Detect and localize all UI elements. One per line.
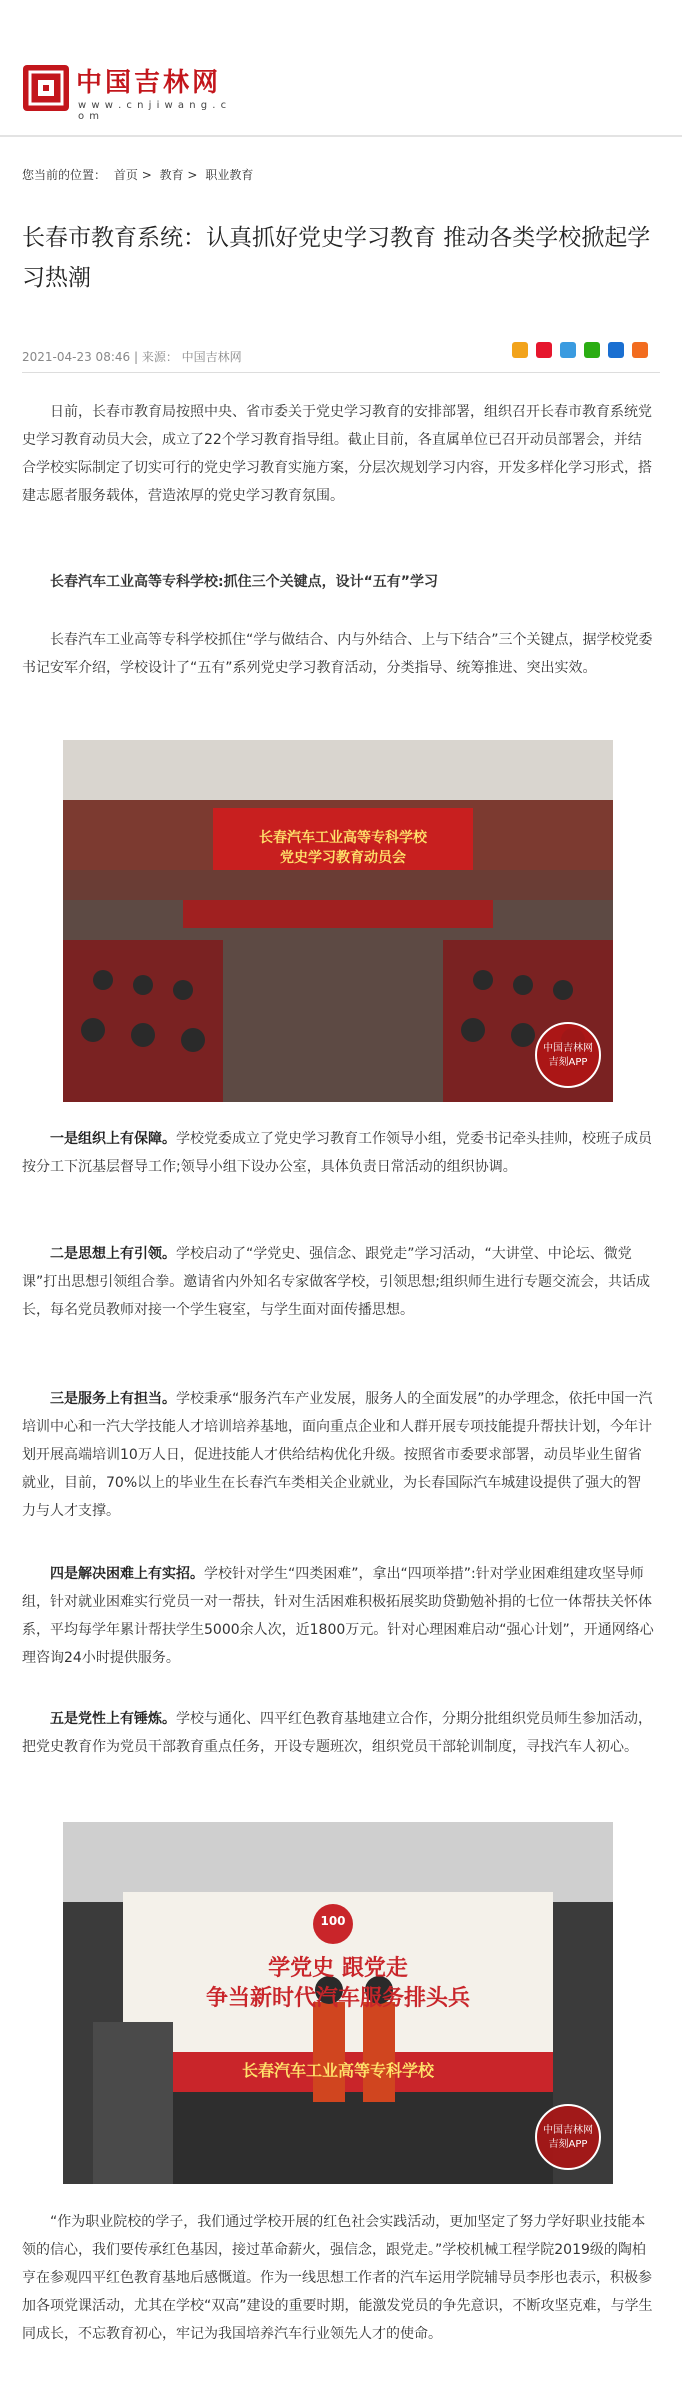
breadcrumb-education[interactable]: 教育	[159, 168, 184, 182]
paragraph-body: 学校针对学生“四类困难”，拿出“四项举措”:针对学业困难组建攻坚导师组，针对就业困难实行党员一对一帮扶，针对生活困难积极拓展奖助贷勤勉补捐的七位一体帮扶关怀体系，平均每学年累计帮扶学生5000余人次，近1800万元。针对心理困难启动“强心计划”，开通网络心理咨询24小时提供服务。	[22, 1566, 654, 1666]
paragraph: 日前，长春市教育局按照中央、省市委关于党史学习教育的安排部署，组织召开长春市教育系统党史学习教育动员大会，成立了22个学习教育指导组。截止目前，各直属单位已召开动员部署会，并结合学校实际制定了切实可行的党史学习教育实施方案，分层次规划学习内容，开发多样化学习形式，搭建志愿者服务载体，营造浓厚的党史学习教育氛围。	[22, 404, 652, 504]
paragraph	[22, 1240, 654, 1324]
site-logo[interactable]	[22, 62, 232, 122]
watermark-badge	[535, 2104, 601, 2170]
share-bar	[509, 342, 648, 360]
renren-icon[interactable]	[608, 342, 624, 358]
paragraph-lead: 三是服务上有担当。	[50, 1391, 176, 1407]
breadcrumb-separator: >	[141, 168, 152, 182]
paragraph-lead: 一是组织上有保障。	[50, 1131, 176, 1147]
paragraph	[22, 1385, 654, 1525]
watermark-line-2: 吉刻APP	[548, 2139, 588, 2150]
qzone-icon[interactable]	[560, 342, 576, 358]
article-meta	[22, 348, 242, 365]
paragraph-lead: 二是思想上有引领。	[50, 1246, 176, 1262]
banner-line-1: 长春汽车工业高等专科学校	[259, 830, 427, 846]
logo-text: 中国吉林网	[76, 68, 222, 98]
logo-seal-icon	[22, 64, 70, 112]
breadcrumb-vocational[interactable]: 职业教育	[205, 168, 254, 182]
screen-slogan-2: 争当新时代汽车服务排头兵	[205, 1986, 470, 2011]
more-share-icon[interactable]	[632, 342, 648, 358]
breadcrumb-separator: >	[187, 168, 198, 182]
section-subheading: 长春汽车工业高等专科学校:抓住三个关键点，设计“五有”学习	[50, 574, 438, 590]
wechat-icon[interactable]	[584, 342, 600, 358]
paragraph: “作为职业院校的学子，我们通过学校开展的红色社会实践活动，更加坚定了努力学好职业技能本领的信心，我们要传承红色基因，接过革命薪火，强信念，跟党走。”学校机械工程学院2019级的陶柏亨在参观四平红色教育基地后感慨道。作为一线思想工作者的汽车运用学院辅导员李彤也表示，积极参加各项党课活动，尤其在学校“双高”建设的重要时期，能激发党员的争先意识，不断攻坚克难，与学生同成长，不忘教育初心，牢记为我国培养汽车行业领先人才的使命。	[22, 2214, 653, 2342]
breadcrumb	[22, 166, 253, 183]
meeting-scene	[63, 740, 613, 1102]
breadcrumb-prefix: 您当前的位置：	[22, 168, 107, 182]
logo-url: w w w . c n j i w a n g . c o m	[78, 100, 228, 122]
breadcrumb-home[interactable]: 首页	[113, 168, 138, 182]
paragraph-body: 学校秉承“服务汽车产业发展，服务人的全面发展”的办学理念，依托中国一汽培训中心和一汽大学技能人才培训培养基地，面向重点企业和人群开展专项技能提升帮扶计划，今年计划开展高端培训10万人日，促进技能人才供给结构优化升级。按照省市委要求部署，动员毕业生留省就业，目前，70%以上的毕业生在长春汽车类相关企业就业，为长春国际汽车城建设提供了强大的智力与人才支撑。	[22, 1391, 653, 1519]
weibo-icon[interactable]	[536, 342, 552, 358]
centenary-emblem: 100	[320, 1914, 346, 1928]
favorite-icon[interactable]	[512, 342, 528, 358]
banner-line-2: 党史学习教育动员会	[280, 850, 406, 866]
screen-school-name: 长春汽车工业高等专科学校	[241, 2061, 434, 2080]
paragraph-lead: 四是解决困难上有实招。	[50, 1566, 204, 1582]
paragraph-body: 学校党委成立了党史学习教育工作领导小组，党委书记牵头挂帅，校班子成员按分工下沉基层督导工作;领导小组下设办公室，具体负责日常活动的组织协调。	[22, 1131, 652, 1175]
photo-red-education-event	[63, 1822, 613, 2184]
paragraph-body: 学校与通化、四平红色教育基地建立合作，分期分批组织党员师生参加活动，把党史教育作为党员干部教育重点任务，开设专题班次，组织党员干部轮训制度，寻找汽车人初心。	[22, 1711, 652, 1755]
watermark-line-1: 中国吉林网	[543, 1043, 593, 1054]
watermark-badge	[535, 1022, 601, 1088]
paragraph-body: 学校启动了“学党史、强信念、跟党走”学习活动，“大讲堂、中论坛、微党课”打出思想引领组合拳。邀请省内外知名专家做客学校，引领思想;组织师生进行专题交流会，共话成长，每名党员教师对接一个学生寝室，与学生面对面传播思想。	[22, 1246, 650, 1318]
watermark-line-1: 中国吉林网	[543, 2125, 593, 2136]
article-title: 长春市教育系统：认真抓好党史学习教育 推动各类学校掀起学习热潮	[22, 225, 651, 291]
paragraph	[22, 1560, 654, 1672]
title-divider	[22, 372, 660, 373]
paragraph-lead: 五是党性上有锤炼。	[50, 1711, 176, 1727]
watermark-line-2: 吉刻APP	[548, 1057, 588, 1068]
screen-slogan-1: 学党史 跟党走	[268, 1956, 408, 1981]
site-header	[0, 0, 682, 137]
photo-mobilization-meeting	[63, 740, 613, 1102]
article-date: 2021-04-23 08:46	[22, 350, 131, 364]
article-source: | 来源： 中国吉林网	[133, 350, 242, 364]
paragraph	[22, 1705, 654, 1761]
paragraph	[22, 1125, 654, 1181]
paragraph: 长春汽车工业高等专科学校抓住“学与做结合、内与外结合、上与下结合”三个关键点，据学校党委书记安军介绍，学校设计了“五有”系列党史学习教育活动，分类指导、统筹推进、突出实效。	[22, 632, 653, 676]
